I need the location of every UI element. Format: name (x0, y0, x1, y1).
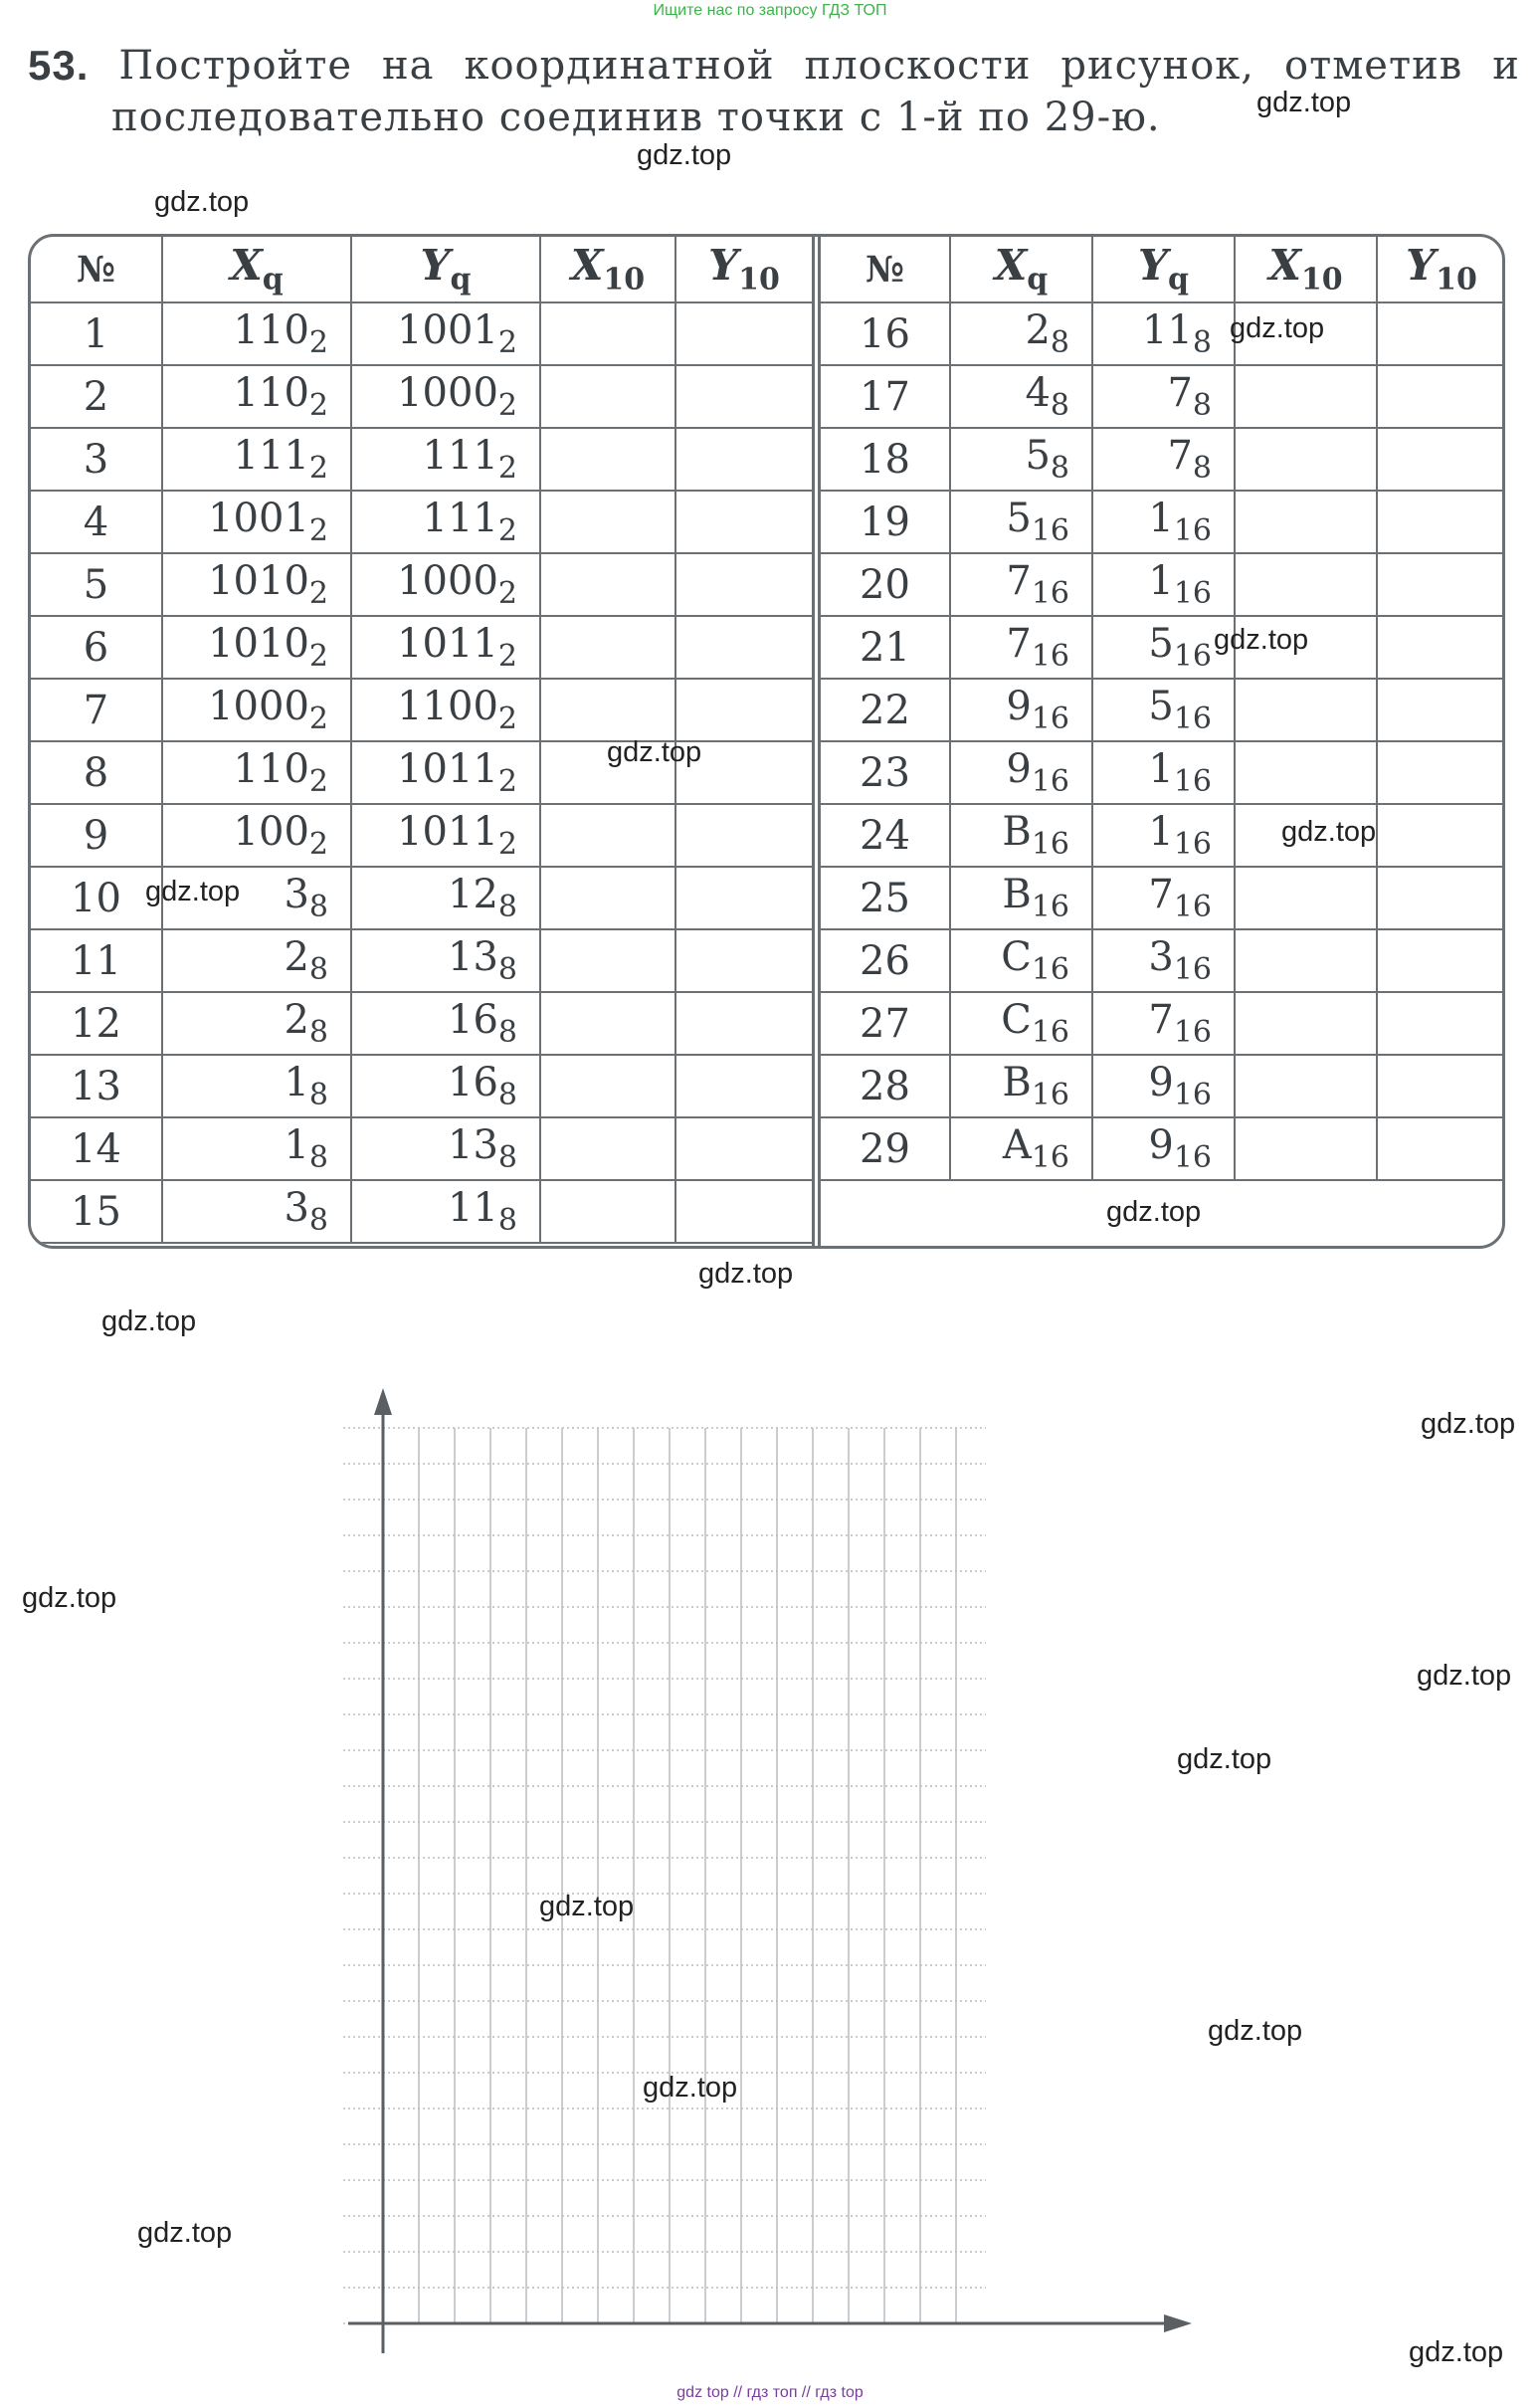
x10-answer-cell[interactable] (540, 302, 675, 365)
x10-answer-cell[interactable] (540, 491, 675, 553)
task-line-1 (28, 40, 1520, 92)
y10-answer-cell[interactable] (1377, 867, 1505, 929)
x-value: $110_2$ (162, 365, 351, 428)
y-value: $9_{16}$ (1092, 1055, 1235, 1117)
y-value: $7_{16}$ (1092, 867, 1235, 929)
y-value: $1000_2$ (351, 553, 540, 616)
task-word: и (1492, 43, 1520, 89)
task-line-2: последовательно соединив точки с 1-й по 29-ю. (111, 95, 1161, 140)
y-value: $11_8$ (1092, 302, 1235, 365)
watermark: gdz.top (1409, 2336, 1504, 2368)
x10-answer-cell[interactable] (1235, 741, 1377, 804)
point-number: 15 (31, 1180, 162, 1243)
y10-answer-cell[interactable] (1377, 491, 1505, 553)
table-row (31, 1055, 812, 1117)
header-xq: $X_q$ (162, 237, 351, 302)
x-value: $B_{16}$ (950, 804, 1092, 867)
point-number: 8 (31, 741, 162, 804)
point-number: 19 (821, 491, 950, 553)
task-number: 53. (28, 42, 90, 89)
watermark: gdz.top (1208, 2015, 1303, 2047)
y-value: $1000_2$ (351, 365, 540, 428)
task-word: плоскости (804, 43, 1032, 89)
task-word: на (381, 43, 435, 89)
table-row (821, 616, 1505, 679)
y10-answer-cell[interactable] (1377, 428, 1505, 491)
watermark: gdz.top (137, 2217, 233, 2249)
point-number: 16 (821, 302, 950, 365)
table-row (821, 804, 1505, 867)
point-number: 5 (31, 553, 162, 616)
x10-answer-cell[interactable] (1235, 679, 1377, 741)
watermark: gdz.top (22, 1582, 117, 1614)
x10-answer-cell[interactable] (540, 616, 675, 679)
x-value: $7_{16}$ (950, 553, 1092, 616)
x-value: $1_8$ (162, 1117, 351, 1180)
y10-answer-cell[interactable] (675, 929, 812, 992)
point-number: 2 (31, 365, 162, 428)
point-number: 23 (821, 741, 950, 804)
task-word: координатной (464, 43, 775, 89)
x-value: $5_{16}$ (950, 491, 1092, 553)
y10-answer-cell[interactable] (1377, 1055, 1505, 1117)
x10-answer-cell[interactable] (540, 867, 675, 929)
y-value: $9_{16}$ (1092, 1117, 1235, 1180)
y-value: $16_8$ (351, 992, 540, 1055)
y10-answer-cell[interactable] (1377, 302, 1505, 365)
x-value: $1000_2$ (162, 679, 351, 741)
watermark: gdz.top (1281, 816, 1377, 848)
y-value: $1011_2$ (351, 616, 540, 679)
y-value: $1001_2$ (351, 302, 540, 365)
x10-answer-cell[interactable] (540, 553, 675, 616)
y-value: $7_8$ (1092, 428, 1235, 491)
x-value: $3_8$ (162, 1180, 351, 1243)
y-value: $5_{16}$ (1092, 679, 1235, 741)
x-axis-arrow-icon (1164, 2314, 1192, 2332)
top-banner[interactable]: Ищите нас по запросу ГДЗ ТОП (653, 2, 887, 19)
x-value: $A_{16}$ (950, 1117, 1092, 1180)
y10-answer-cell[interactable] (1377, 992, 1505, 1055)
y10-answer-cell[interactable] (675, 428, 812, 491)
table-row (31, 929, 812, 992)
table-row (31, 992, 812, 1055)
task-word: рисунок, (1060, 43, 1255, 89)
y10-answer-cell[interactable] (675, 1117, 812, 1180)
table-row (821, 741, 1505, 804)
header-x10: $X_{10}$ (540, 237, 675, 302)
y10-answer-cell[interactable] (1377, 553, 1505, 616)
coordinate-grid[interactable] (328, 1383, 1204, 2358)
header-number: № (31, 237, 162, 302)
x10-answer-cell[interactable] (540, 1117, 675, 1180)
table-row (31, 491, 812, 553)
x-value: $2_8$ (162, 992, 351, 1055)
header-x10: $X_{10}$ (1235, 237, 1377, 302)
y10-answer-cell[interactable] (675, 804, 812, 867)
watermark: gdz.top (1256, 87, 1352, 118)
header-y10: $Y_{10}$ (1377, 237, 1505, 302)
table-row (31, 365, 812, 428)
x-value: $2_8$ (950, 302, 1092, 365)
table-row (821, 302, 1505, 365)
table-row (821, 491, 1505, 553)
y10-answer-cell[interactable] (675, 992, 812, 1055)
watermark: gdz.top (1214, 624, 1309, 656)
watermark: gdz.top (1177, 1743, 1272, 1775)
table-row (821, 992, 1505, 1055)
y-value: $1011_2$ (351, 804, 540, 867)
coordinates-table (28, 234, 1505, 1249)
x-value: $9_{16}$ (950, 679, 1092, 741)
point-number: 1 (31, 302, 162, 365)
y10-answer-cell[interactable] (1377, 929, 1505, 992)
table-row (821, 428, 1505, 491)
point-number: 17 (821, 365, 950, 428)
watermark: gdz.top (1417, 1660, 1512, 1692)
y10-answer-cell[interactable] (1377, 1117, 1505, 1180)
point-number: 11 (31, 929, 162, 992)
point-number: 28 (821, 1055, 950, 1117)
table-row (821, 1055, 1505, 1117)
y10-answer-cell[interactable] (675, 365, 812, 428)
y10-answer-cell[interactable] (1377, 741, 1505, 804)
point-number: 22 (821, 679, 950, 741)
x10-answer-cell[interactable] (540, 929, 675, 992)
point-number: 4 (31, 491, 162, 553)
x-value: $1010_2$ (162, 553, 351, 616)
y-value: $5_{16}$ (1092, 616, 1235, 679)
table-row (821, 867, 1505, 929)
table-row (821, 1117, 1505, 1180)
watermark: gdz.top (1106, 1196, 1202, 1228)
header-xq: $X_q$ (950, 237, 1092, 302)
y10-answer-cell[interactable] (675, 679, 812, 741)
y10-answer-cell[interactable] (1377, 804, 1505, 867)
watermark: gdz.top (637, 139, 732, 171)
point-number: 7 (31, 679, 162, 741)
watermark: gdz.top (154, 186, 250, 218)
table-row (31, 1180, 812, 1243)
x10-answer-cell[interactable] (1235, 1117, 1377, 1180)
point-number: 6 (31, 616, 162, 679)
x10-answer-cell[interactable] (540, 365, 675, 428)
point-number: 21 (821, 616, 950, 679)
y-value: $1_{16}$ (1092, 553, 1235, 616)
y-value: $13_8$ (351, 1117, 540, 1180)
x-value: $5_8$ (950, 428, 1092, 491)
y-value: $11_8$ (351, 1180, 540, 1243)
watermark: gdz.top (101, 1305, 197, 1337)
y-value: $12_8$ (351, 867, 540, 929)
point-number: 27 (821, 992, 950, 1055)
point-number: 25 (821, 867, 950, 929)
y10-answer-cell[interactable] (675, 1180, 812, 1243)
header-yq: $Y_q$ (1092, 237, 1235, 302)
task-word: Постройте (118, 43, 353, 89)
x-value: $1_8$ (162, 1055, 351, 1117)
table-row (31, 616, 812, 679)
coordinate-plane[interactable] (328, 1383, 1204, 2362)
x10-answer-cell[interactable] (540, 679, 675, 741)
x10-answer-cell[interactable] (540, 1180, 675, 1243)
x-value: $110_2$ (162, 741, 351, 804)
x-value: $2_8$ (162, 929, 351, 992)
watermark: gdz.top (1230, 312, 1325, 344)
x-value: $B_{16}$ (950, 867, 1092, 929)
watermark: gdz.top (145, 876, 241, 907)
x-value: $B_{16}$ (950, 1055, 1092, 1117)
x10-answer-cell[interactable] (1235, 365, 1377, 428)
y-value: $111_2$ (351, 491, 540, 553)
table-row (31, 679, 812, 741)
point-number: 13 (31, 1055, 162, 1117)
point-number: 10 (31, 867, 162, 929)
x-value: $C_{16}$ (950, 929, 1092, 992)
header-yq: $Y_q$ (351, 237, 540, 302)
point-number: 26 (821, 929, 950, 992)
x-value: $111_2$ (162, 428, 351, 491)
table-row (821, 553, 1505, 616)
y10-answer-cell[interactable] (675, 302, 812, 365)
x10-answer-cell[interactable] (540, 992, 675, 1055)
y-value: $1011_2$ (351, 741, 540, 804)
task-word: отметив (1283, 43, 1463, 89)
x-value: $1001_2$ (162, 491, 351, 553)
y10-answer-cell[interactable] (675, 616, 812, 679)
y-value: $1_{16}$ (1092, 804, 1235, 867)
y-value: $7_{16}$ (1092, 992, 1235, 1055)
point-number: 24 (821, 804, 950, 867)
y-value: $16_8$ (351, 1055, 540, 1117)
table-row (31, 553, 812, 616)
point-number: 12 (31, 992, 162, 1055)
point-number: 9 (31, 804, 162, 867)
point-number: 18 (821, 428, 950, 491)
point-number: 29 (821, 1117, 950, 1180)
header-number: № (821, 237, 950, 302)
y-axis-arrow-icon (374, 1388, 392, 1415)
table-row (31, 428, 812, 491)
x10-answer-cell[interactable] (540, 428, 675, 491)
x10-answer-cell[interactable] (1235, 553, 1377, 616)
x10-answer-cell[interactable] (1235, 992, 1377, 1055)
x-value: $C_{16}$ (950, 992, 1092, 1055)
table-row (31, 302, 812, 365)
x10-answer-cell[interactable] (1235, 929, 1377, 992)
header-y10: $Y_{10}$ (675, 237, 812, 302)
y10-answer-cell[interactable] (675, 491, 812, 553)
x-value: $1010_2$ (162, 616, 351, 679)
y10-answer-cell[interactable] (1377, 365, 1505, 428)
table-row (31, 804, 812, 867)
x-value: $4_8$ (950, 365, 1092, 428)
y10-answer-cell[interactable] (675, 553, 812, 616)
x-value: $9_{16}$ (950, 741, 1092, 804)
y-value: $13_8$ (351, 929, 540, 992)
y-value: $1100_2$ (351, 679, 540, 741)
point-number: 20 (821, 553, 950, 616)
watermark: gdz.top (607, 736, 702, 768)
y-value: $1_{16}$ (1092, 741, 1235, 804)
x-value: $110_2$ (162, 302, 351, 365)
x10-answer-cell[interactable] (540, 1055, 675, 1117)
x10-answer-cell[interactable] (1235, 491, 1377, 553)
footer-links[interactable]: gdz top // гдз топ // гдз top (676, 2384, 864, 2401)
y-value: $111_2$ (351, 428, 540, 491)
x10-answer-cell[interactable] (540, 804, 675, 867)
y10-answer-cell[interactable] (675, 867, 812, 929)
watermark: gdz.top (698, 1258, 794, 1290)
table-right-half (818, 237, 1505, 1246)
x-value: $7_{16}$ (950, 616, 1092, 679)
y-value: $1_{16}$ (1092, 491, 1235, 553)
table-row (821, 679, 1505, 741)
watermark: gdz.top (643, 2072, 738, 2104)
x-value: $100_2$ (162, 804, 351, 867)
table-row (821, 365, 1505, 428)
table-row (31, 1117, 812, 1180)
x10-answer-cell[interactable] (1235, 867, 1377, 929)
watermark: gdz.top (539, 1891, 635, 1922)
x10-answer-cell[interactable] (1235, 428, 1377, 491)
x-value: $3_8$ (162, 867, 351, 929)
table-row (821, 929, 1505, 992)
x10-answer-cell[interactable] (1235, 1055, 1377, 1117)
y10-answer-cell[interactable] (675, 1055, 812, 1117)
y-value: $7_8$ (1092, 365, 1235, 428)
point-number: 14 (31, 1117, 162, 1180)
y10-answer-cell[interactable] (1377, 679, 1505, 741)
y-value: $3_{16}$ (1092, 929, 1235, 992)
y10-answer-cell[interactable] (1377, 616, 1505, 679)
watermark: gdz.top (1421, 1408, 1516, 1440)
point-number: 3 (31, 428, 162, 491)
